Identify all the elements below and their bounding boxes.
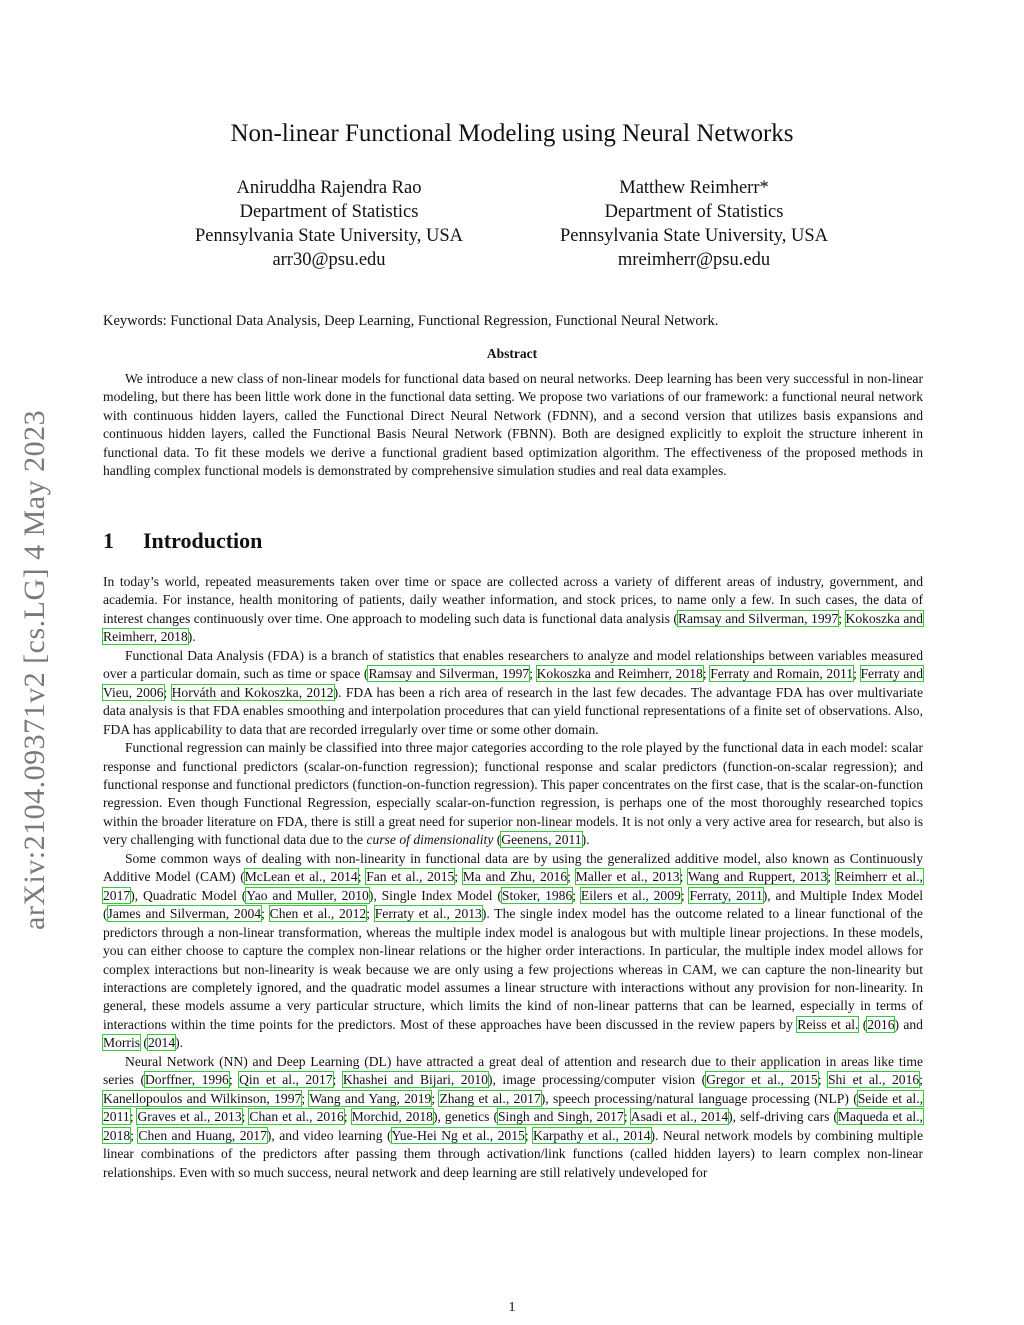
citation-link[interactable]: Qin et al., 2017 bbox=[239, 1072, 333, 1088]
citation-link[interactable]: Asadi et al., 2014 bbox=[630, 1109, 729, 1125]
author-department: Department of Statistics bbox=[239, 202, 419, 222]
author-affiliation: Pennsylvania State University, USA bbox=[194, 226, 464, 246]
citation-link[interactable]: Gregor et al., 2015 bbox=[706, 1072, 818, 1088]
citation-link[interactable]: Ferraty and Vieu, 2006 bbox=[103, 666, 923, 700]
keywords: Keywords: Functional Data Analysis, Deep Learning, Functional Regression, Functional Neural Network. bbox=[103, 313, 719, 329]
citation-link[interactable]: James and Silverman, 2004 bbox=[107, 906, 262, 922]
author-name: Matthew Reimherr* bbox=[619, 178, 769, 198]
citation-link[interactable]: Wang and Ruppert, 2013 bbox=[687, 869, 828, 885]
citation-link[interactable]: Ferraty et al., 2013 bbox=[374, 906, 482, 922]
paragraph-5: Neural Network (NN) and Deep Learning (DL) have attracted a great deal of attention and research due to their application in areas like time series (Dorffner, 1996; Qin et al., 2017; Khashei and Bijari, 2010), image processing/computer vision (Gregor et al., 2015; Shi et al., 2016; Kanellopoulos and Wilkinson, 1997; Wang and Yang, 2019; Zhang et al., 2017), speech processing/natural language processing (NLP) (Seide et al., 2011; Graves et al., 2013; Chan et al., 2016; Morchid, 2018), genetics (Singh and Singh, 2017; Asadi et al., 2014), self-driving cars (Maqueda et al., 2018; Chen and Huang, 2017), and video learning (Yue-Hei Ng et al., 2015; Karpathy et al., 2014). Neural network models by combining multiple linear combinations of the predictors after passing them through activation/link functions (called hidden layers) to learn complex non-linear relationships. Even with so much success, neural network and deep learning are still relatively undeveloped for bbox=[103, 1053, 924, 1180]
citation-link[interactable]: Shi et al., 2016 bbox=[827, 1072, 920, 1088]
citation-link[interactable]: Fan et al., 2015 bbox=[366, 869, 455, 885]
emphasis-text: curse of dimensionality bbox=[366, 832, 494, 848]
author-block-2 bbox=[514, 176, 874, 272]
citation-link[interactable]: Kokoszka and Reimherr, 2018 bbox=[103, 610, 923, 645]
section-heading bbox=[103, 528, 262, 554]
citation-link[interactable]: Seide et al., 2011 bbox=[103, 1090, 924, 1125]
paragraph-3: Functional regression can mainly be classified into three major categories according to the role played by the functional data in each model: scalar response and functional predictors (scalar-on-function regression); functional response and scalar predictors (function-on-scalar regression); and functional response and functional predictors (function-on-function regression). This paper concentrates on the first case, that is the scalar-on-function regression. Even though Functional Regression, especially scalar-on-function regression, is perhaps one of the most thoroughly researched topics within the broader literature on FDA, there is still a great need for superior non-linear models. It is not only a very active area for research, but also is very challenging with functional data due to the curse of dimensionality (Geenens, 2011). bbox=[103, 740, 923, 848]
author-email: arr30@psu.edu bbox=[272, 250, 386, 270]
citation-link[interactable]: Yao and Muller, 2010 bbox=[246, 887, 369, 903]
abstract-text: We introduce a new class of non-linear models for functional data based on neural networks. Deep learning has been very successful in non-linear modeling, but there has been little work done in the functional data setting. We propose two variations of our framework: a functional neural network with continuous hidden layers, called the Functional Direct Neural Network (FDNN), and a second version that utilizes basis expansions and continuous hidden layers, called the Functional Basis Neural Network (FBNN). Both are designed explicitly to exploit the structure inherent in functional data. To fit these models we derive a functional gradient based optimization algorithm. The effectiveness of the proposed methods in handling complex functional models is demonstrated by comprehensive simulation studies and real data examples. bbox=[103, 371, 923, 479]
paragraph-4: Some common ways of dealing with non-linearity in functional data are by using the generalized additive model, also known as Continuously Additive Model (CAM) (McLean et al., 2014; Fan et al., 2015; Ma and Zhu, 2016; Maller et al., 2013; Wang and Ruppert, 2013; Reimherr et al., 2017), Quadratic Model (Yao and Muller, 2010), Single Index Model (Stoker, 1986; Eilers et al., 2009; Ferraty, 2011), and Multiple Index Model (James and Silverman, 2004; Chen et al., 2012; Ferraty et al., 2013). The single index model has the outcome related to a linear functional of the predictors through a non-linear transformation, whereas the multiple index model is analogous but with multiple linear projections. In these models, you can either choose to capture the complex non-linear relations or the higher order interactions. In particular, the multiple index model allows for complex interactions but non-linearity is weak because we are only using a few projections whereas in CAM, we can capture the non-linearity but interactions are completely ignored, and the quadratic model assumes a linear structure with interactions without any provision for non-linearity. In general, these models assume a very particular structure, which limits the kind of non-linear patterns that can be learned, especially in terms of interactions within the time points for the predictors. Most of these approaches have been discussed in the review papers by Reiss et al. (2016) and Morris (2014). bbox=[103, 850, 923, 1051]
citation-link[interactable]: Stoker, 1986 bbox=[501, 887, 573, 903]
citation-link[interactable]: Maqueda et al., 2018 bbox=[103, 1109, 923, 1143]
citation-link[interactable]: Chan et al., 2016 bbox=[249, 1109, 344, 1125]
citation-link[interactable]: Ramsay and Silverman, 1997 bbox=[677, 610, 839, 626]
section-title: Introduction bbox=[143, 528, 263, 553]
citation-link[interactable]: Kanellopoulos and Wilkinson, 1997 bbox=[103, 1090, 302, 1106]
citation-link[interactable]: Morris bbox=[103, 1035, 141, 1051]
citation-link[interactable]: Yue-Hei Ng et al., 2015 bbox=[391, 1127, 525, 1143]
citation-link[interactable]: Reiss et al. bbox=[797, 1016, 859, 1032]
section-number: 1 bbox=[103, 528, 114, 553]
citation-link[interactable]: Chen and Huang, 2017 bbox=[138, 1127, 267, 1143]
paragraph-1: In today’s world, repeated measurements taken over time or space are collected across a variety of different areas of industry, government, and academia. For instance, health monitoring of patients, daily weather information, and stock prices, to name only a few. In such cases, the data of interest changes continuously over time. One approach to modeling such data is functional data analysis (Ramsay and Silverman, 1997; Kokoszka and Reimherr, 2018). bbox=[103, 574, 923, 645]
arxiv-identifier: arXiv:2104.09371v2 [cs.LG] 4 May 2023 bbox=[18, 409, 51, 930]
paragraph-2: Functional Data Analysis (FDA) is a branch of statistics that enables researchers to analyze and model relationships between variables measured over a particular domain, such as time or space (Ramsay and Silverman, 1997; Kokoszka and Reimherr, 2018; Ferraty and Romain, 2011; Ferraty and Vieu, 2006; Horváth and Kokoszka, 2012). FDA has been a rich area of research in the last few decades. The advantage FDA has over multivariate data analysis is that FDA enables smoothing and interpolation procedures that can yield functional representations of a finite set of observations. Also, FDA has applicability to data that are recorded irregularly over time or some other domain. bbox=[103, 647, 923, 737]
citation-link[interactable]: Reimherr et al., 2017 bbox=[103, 869, 923, 903]
citation-link[interactable]: Ma and Zhu, 2016 bbox=[462, 869, 568, 885]
citation-link[interactable]: Zhang et al., 2017 bbox=[439, 1090, 541, 1106]
author-email: mreimherr@psu.edu bbox=[617, 250, 771, 270]
author-department: Department of Statistics bbox=[604, 202, 784, 222]
author-affiliation: Pennsylvania State University, USA bbox=[559, 226, 829, 246]
citation-link[interactable]: 2014 bbox=[147, 1035, 176, 1051]
citation-link[interactable]: Ferraty and Romain, 2011 bbox=[710, 666, 854, 682]
citation-link[interactable]: Khashei and Bijari, 2010 bbox=[342, 1072, 488, 1088]
citation-link[interactable]: Singh and Singh, 2017 bbox=[498, 1109, 624, 1125]
citation-link[interactable]: Dorffner, 1996 bbox=[144, 1072, 229, 1088]
paper-title: Non-linear Functional Modeling using Neural Networks bbox=[230, 120, 794, 147]
citation-link[interactable]: Geenens, 2011 bbox=[501, 832, 582, 848]
introduction-body bbox=[103, 573, 923, 1182]
author-name: Aniruddha Rajendra Rao bbox=[236, 178, 422, 198]
citation-link[interactable]: McLean et al., 2014 bbox=[244, 869, 358, 885]
citation-link[interactable]: 2016 bbox=[867, 1016, 895, 1032]
author-block-1 bbox=[149, 176, 509, 272]
page-number: 1 bbox=[508, 1300, 516, 1315]
citation-link[interactable]: Morchid, 2018 bbox=[351, 1109, 433, 1125]
abstract-heading: Abstract bbox=[486, 346, 538, 361]
citation-link[interactable]: Karpathy et al., 2014 bbox=[533, 1127, 651, 1143]
citation-link[interactable]: Wang and Yang, 2019 bbox=[309, 1090, 432, 1106]
citation-link[interactable]: Chen et al., 2012 bbox=[269, 906, 367, 922]
citation-link[interactable]: Graves et al., 2013 bbox=[137, 1109, 242, 1125]
citation-link[interactable]: Maller et al., 2013 bbox=[575, 869, 680, 885]
citation-link[interactable]: Kokoszka and Reimherr, 2018 bbox=[536, 666, 703, 682]
citation-link[interactable]: Horváth and Kokoszka, 2012 bbox=[171, 684, 334, 700]
citation-link[interactable]: Ferraty, 2011 bbox=[689, 887, 763, 903]
citation-link[interactable]: Ramsay and Silverman, 1997 bbox=[368, 666, 530, 682]
citation-link[interactable]: Eilers et al., 2009 bbox=[580, 887, 681, 903]
